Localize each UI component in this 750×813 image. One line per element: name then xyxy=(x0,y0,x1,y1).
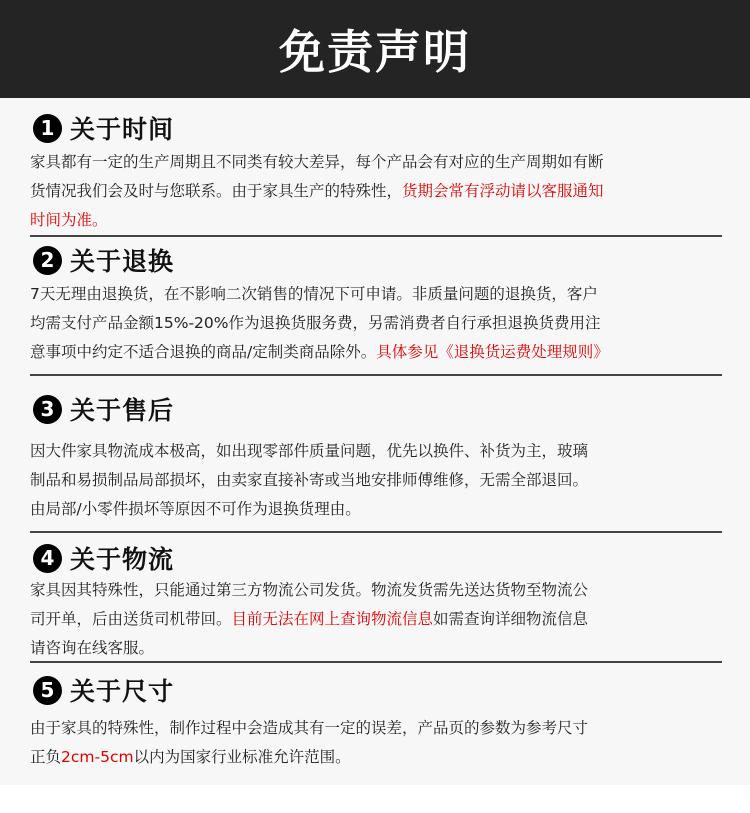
paragraph-line: 正负2cm-5cm以内为国家行业标准允许范围。 xyxy=(30,748,351,766)
number-badge-icon: 3 xyxy=(33,395,62,424)
paragraph-line: 货情况我们会及时与您联系。由于家具生产的特殊性，货期会常有浮动请以客服通知 xyxy=(30,182,604,200)
bottom-margin xyxy=(0,785,750,813)
section-title: 关于尺寸 xyxy=(70,677,175,706)
page-title: 免责声明 xyxy=(279,25,471,79)
section-aftersales xyxy=(30,391,722,524)
number-badge-icon: 4 xyxy=(33,544,62,573)
paragraph-line: 7天无理由退换货，在不影响二次销售的情况下可申请。非质量问题的退换货，客户 xyxy=(30,285,598,303)
divider xyxy=(30,374,722,376)
section-logistics xyxy=(30,540,722,663)
paragraph-line: 家具因其特殊性，只能通过第三方物流公司发货。物流发货需先送达货物至物流公 xyxy=(30,581,589,599)
highlight-text: 目前无法在网上查询物流信息 xyxy=(231,610,434,628)
divider xyxy=(30,235,722,237)
section-time xyxy=(30,110,722,235)
number-badge-icon: 5 xyxy=(33,676,62,705)
section-title: 关于售后 xyxy=(70,396,175,425)
section-title: 关于物流 xyxy=(70,545,175,574)
paragraph-line: 意事项中约定不适合退换的商品/定制类商品除外。具体参见《退换货运费处理规则》 xyxy=(30,343,609,361)
section-size xyxy=(30,672,722,772)
page-header xyxy=(0,0,750,98)
paragraph-line: 家具都有一定的生产周期且不同类有较大差异，每个产品会有对应的生产周期如有断 xyxy=(30,153,604,171)
paragraph-line: 司开单，后由送货司机带回。目前无法在网上查询物流信息如需查询详细物流信息 xyxy=(30,610,589,628)
section-heading xyxy=(30,540,722,576)
paragraph-line: 请咨询在线客服。 xyxy=(30,639,155,657)
section-title: 关于退换 xyxy=(70,247,175,276)
section-heading xyxy=(30,110,722,146)
paragraph-line: 由局部/小零件损坏等原因不可作为退换货理由。 xyxy=(30,500,361,518)
paragraph-line: 制品和易损制品局部损坏，由卖家直接补寄或当地安排师傅维修，无需全部退回。 xyxy=(30,471,589,489)
highlight-text: 具体参见《退换货运费处理规则》 xyxy=(376,343,609,361)
highlight-text: 2cm-5cm xyxy=(61,748,134,766)
section-heading xyxy=(30,391,722,427)
paragraph-line: 均需支付产品金额15%-20%作为退换货服务费，另需消费者自行承担退换货费用注 xyxy=(30,314,601,332)
paragraph-line: 因大件家具物流成本极高，如出现零部件质量问题，优先以换件、补货为主，玻璃 xyxy=(30,442,589,460)
divider xyxy=(30,661,722,663)
number-badge-icon: 1 xyxy=(33,114,62,143)
section-heading xyxy=(30,672,722,708)
paragraph-line xyxy=(30,206,722,235)
highlight-text: 时间为准。 xyxy=(30,211,108,229)
section-returns xyxy=(30,242,722,367)
highlight-text: 货期会常有浮动请以客服通知 xyxy=(402,182,604,200)
paragraph-line: 由于家具的特殊性，制作过程中会造成其有一定的误差，产品页的参数为参考尺寸 xyxy=(30,719,589,737)
divider xyxy=(30,531,722,533)
number-badge-icon: 2 xyxy=(33,246,62,275)
section-heading xyxy=(30,242,722,278)
section-title: 关于时间 xyxy=(70,115,175,144)
